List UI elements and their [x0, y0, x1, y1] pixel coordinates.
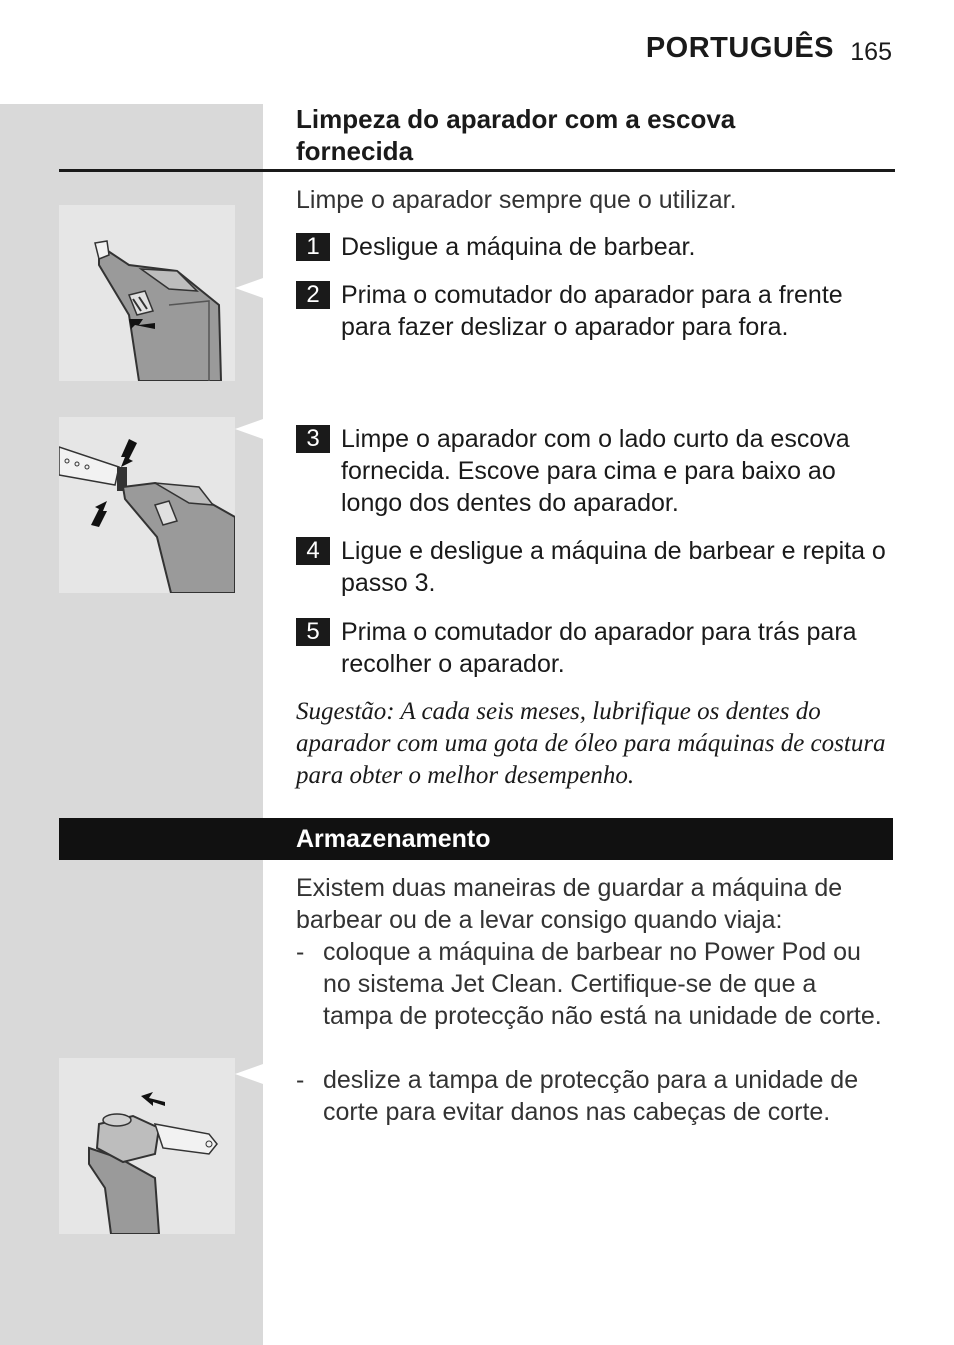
header-language: PORTUGUÊS	[645, 32, 834, 64]
illustration-pointer	[235, 419, 263, 439]
section-title-storage: Armazenamento	[296, 825, 491, 853]
bullet-text: deslize a tampa de protecção para a unidade de corte para evitar danos nas cabeças de corte.	[323, 1066, 859, 1126]
step-text: Ligue e desligue a máquina de barbear e repita o passo 3.	[341, 537, 886, 597]
step-text: Limpe o aparador com o lado curto da escova fornecida. Escove para cima e para baixo ao longo dos dentes do aparador.	[341, 425, 850, 517]
trimmer-brush-cleaning-illustration	[59, 417, 235, 593]
step-3	[296, 423, 894, 519]
section-divider	[59, 169, 895, 172]
trimmer-slide-out-illustration	[59, 205, 235, 381]
bullet-dash: -	[296, 938, 305, 966]
step-text: Prima o comutador do aparador para trás para recolher o aparador.	[341, 618, 857, 678]
tip-text: Sugestão: A cada seis meses, lubrifique os dentes do aparador com uma gota de óleo para máquinas de costura para obter o melhor desempenho.	[296, 698, 886, 789]
step-1	[296, 231, 894, 263]
storage-intro-text: Existem duas maneiras de guardar a máquina de barbear ou de a levar consigo quando viaja:	[296, 874, 843, 934]
bullet-text: coloque a máquina de barbear no Power Pod ou no sistema Jet Clean. Certifique-se de que a tampa de protecção não está na unidade de corte.	[323, 938, 882, 1030]
step-4	[296, 535, 894, 599]
step-5	[296, 616, 894, 680]
illustration-pointer	[235, 1064, 263, 1084]
section-title-cleaning: Limpeza do aparador com a escova fornecida	[296, 104, 736, 166]
step-2	[296, 279, 894, 343]
bullet-dash: -	[296, 1066, 305, 1094]
step-number: 5	[296, 618, 330, 646]
step-text: Prima o comutador do aparador para a frente para fazer deslizar o aparador para fora.	[341, 281, 843, 341]
page-number: 165	[850, 38, 892, 66]
list-item	[296, 936, 886, 1032]
step-number: 2	[296, 281, 330, 309]
step-number: 3	[296, 425, 330, 453]
step-text: Desligue a máquina de barbear.	[341, 233, 696, 261]
illustration-pointer	[235, 278, 263, 298]
protection-cap-storage-illustration	[59, 1058, 235, 1234]
cleaning-intro-text: Limpe o aparador sempre que o utilizar.	[296, 186, 737, 214]
list-item	[296, 1064, 886, 1128]
step-number: 4	[296, 537, 330, 565]
step-number: 1	[296, 233, 330, 261]
